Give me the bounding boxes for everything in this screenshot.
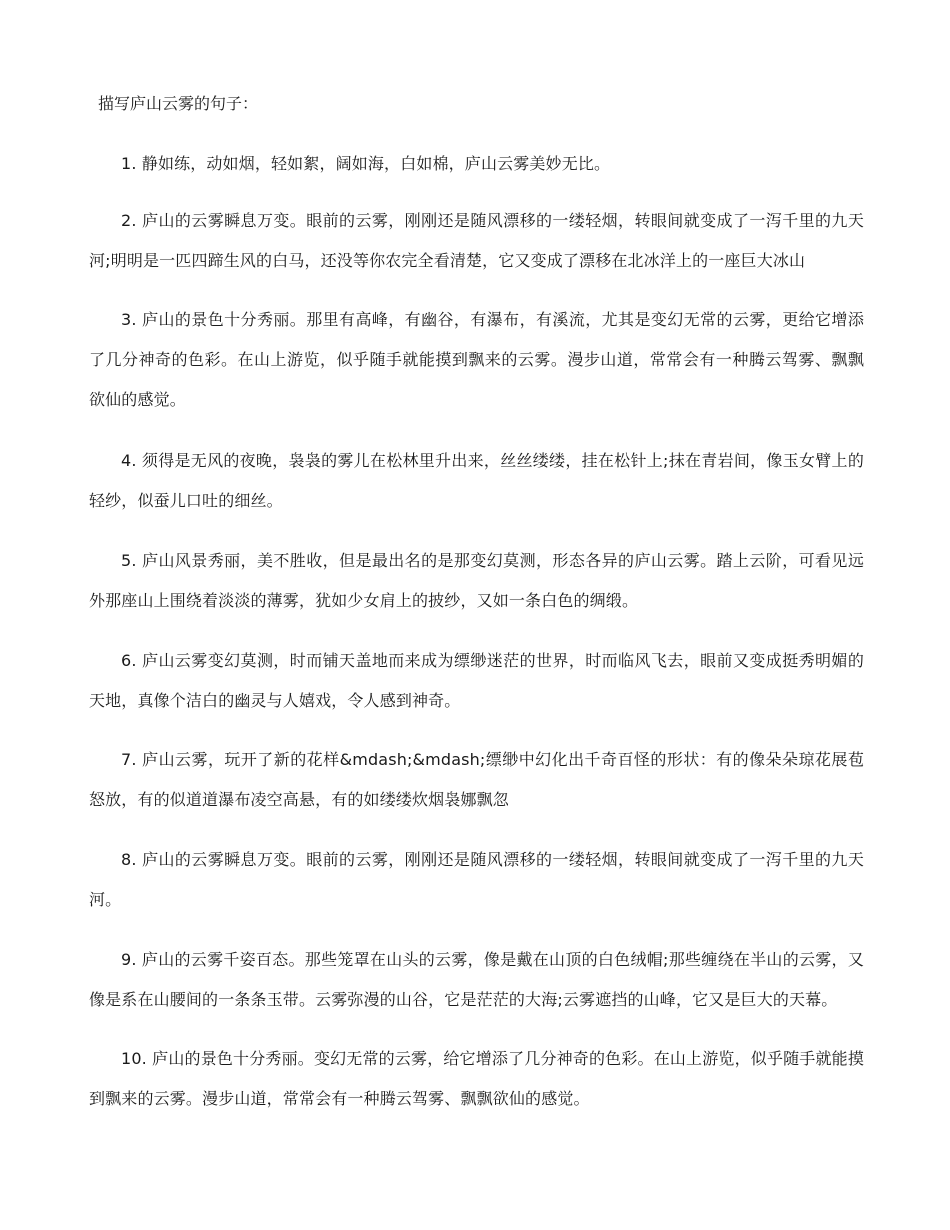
sentence-item-9: 9. 庐山的云雾千姿百态。那些笼罩在山头的云雾，像是戴在山顶的白色绒帽;那些缠绕在半山的云雾，又像是系在山腰间的一条条玉带。云雾弥漫的山谷，它是茫茫的大海;云雾遮挡的山峰，它又是巨大的天幕。 [89, 950, 864, 1009]
sentence-item-10: 10. 庐山的景色十分秀丽。变幻无常的云雾，给它增添了几分神奇的色彩。在山上游览，似乎随手就能摸到飘来的云雾。漫步山道，常常会有一种腾云驾雾、飘飘欲仙的感觉。 [89, 1049, 864, 1108]
sentence-item-4: 4. 须得是无风的夜晚，袅袅的雾儿在松林里升出来，丝丝缕缕，挂在松针上;抹在青岩间，像玉女臂上的轻纱，似蚕儿口吐的细丝。 [89, 451, 864, 510]
sentence-item-2: 2. 庐山的云雾瞬息万变。眼前的云雾，刚刚还是随风漂移的一缕轻烟，转眼间就变成了一泻千里的九天河;明明是一匹四蹄生风的白马，还没等你农完全看清楚，它又变成了漂移在北冰洋上的一座巨大冰山 [89, 211, 864, 270]
sentence-item-1: 1. 静如练，动如烟，轻如絮，阔如海，白如棉，庐山云雾美妙无比。 [121, 154, 611, 173]
sentence-item-3: 3. 庐山的景色十分秀丽。那里有高峰，有幽谷，有瀑布，有溪流，尤其是变幻无常的云雾，更给它增添了几分神奇的色彩。在山上游览，似乎随手就能摸到飘来的云雾。漫步山道，常常会有一种腾云驾雾、飘飘欲仙的感觉。 [89, 310, 864, 409]
sentence-item-5: 5. 庐山风景秀丽，美不胜收，但是最出名的是那变幻莫测，形态各异的庐山云雾。踏上云阶，可看见远外那座山上围绕着淡淡的薄雾，犹如少女肩上的披纱，又如一条白色的绸缎。 [89, 551, 864, 610]
sentence-item-7: 7. 庐山云雾，玩开了新的花样&mdash;&mdash;缥缈中幻化出千奇百怪的形状：有的像朵朵琼花展苞怒放，有的似道道瀑布凌空高悬，有的如缕缕炊烟袅娜飘忽 [89, 750, 864, 809]
sentence-item-6: 6. 庐山云雾变幻莫测，时而铺天盖地而来成为缥缈迷茫的世界，时而临风飞去，眼前又变成挺秀明媚的天地，真像个洁白的幽灵与人嬉戏，令人感到神奇。 [89, 651, 864, 710]
sentence-item-8: 8. 庐山的云雾瞬息万变。眼前的云雾，刚刚还是随风漂移的一缕轻烟，转眼间就变成了一泻千里的九天河。 [89, 850, 864, 909]
document-title: 描写庐山云雾的句子： [98, 94, 259, 113]
